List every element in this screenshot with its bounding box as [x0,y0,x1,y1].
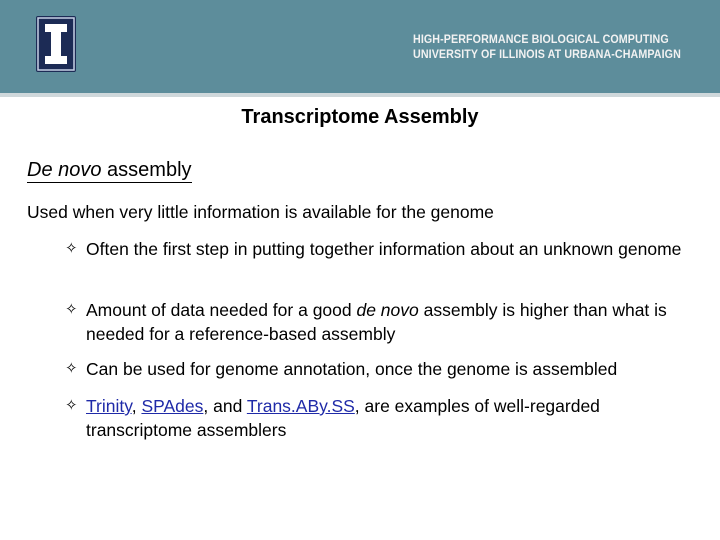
bullet-item-1 [65,237,705,261]
header-banner [0,0,720,93]
bullet-item-4 [65,394,705,442]
bullet-star-icon: ✧ [65,397,78,414]
block-i-icon [36,16,76,72]
bullet-text [86,394,705,442]
bullet-text-post: assembly is higher than what is needed for a reference-based assembly [86,300,667,344]
separator: , and [203,396,247,416]
intro-text: Used when very little information is available for the genome [27,202,494,222]
bullet-text-post: , are examples of well-regarded transcriptome assemblers [86,396,600,440]
trinity-link[interactable]: Trinity [86,396,132,416]
org-line-1: HIGH-PERFORMANCE BIOLOGICAL COMPUTING [413,34,669,46]
subtitle-italic: De novo [27,159,102,181]
bullet-item-2 [65,298,705,346]
bullet-text: Can be used for genome annotation, once the genome is assembled [86,359,618,379]
separator: , [131,396,142,416]
bullet-text [86,298,705,346]
organization-name [413,33,681,63]
spades-link[interactable]: SPAdes [141,396,204,416]
transabyss-link[interactable]: Trans.ABy.SS [246,396,355,416]
bullet-star-icon: ✧ [65,360,78,377]
bullet-text-pre: Amount of data needed for a good [86,300,357,320]
bullet-star-icon: ✧ [65,301,78,318]
university-logo[interactable] [36,16,76,72]
bullet-text-italic: de novo [356,300,419,320]
subtitle-rest: assembly [101,159,192,181]
org-line-2: UNIVERSITY OF ILLINOIS AT URBANA-CHAMPAIGN [413,49,681,61]
bullet-star-icon: ✧ [65,240,78,257]
bullet-item-3 [65,357,705,381]
header-divider [0,93,720,97]
slide-title: Transcriptome Assembly [241,106,479,128]
slide-subtitle [27,158,192,183]
bullet-text: Often the first step in putting together information about an unknown genome [86,239,682,259]
